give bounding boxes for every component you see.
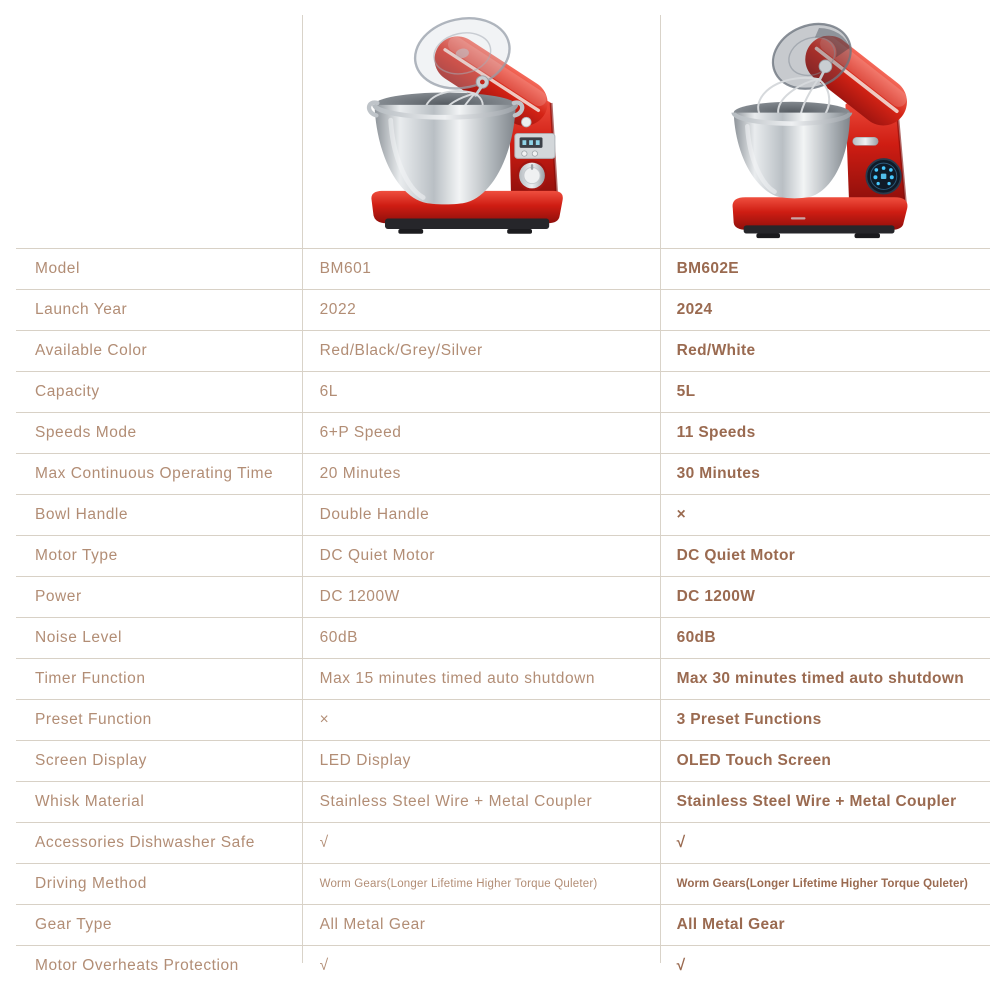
table-row [16, 412, 990, 453]
table-row [16, 658, 990, 699]
row-label: Whisk Material [35, 793, 145, 810]
bm601-image-cell [302, 0, 660, 248]
table-row [16, 617, 990, 658]
bm602e-value: 3 Preset Functions [676, 711, 822, 728]
bm601-value: Worm Gears(Longer Lifetime Higher Torque Quleter) [319, 878, 598, 890]
bm601-value: All Metal Gear [319, 916, 426, 933]
row-label: Bowl Handle [35, 506, 129, 523]
table-row [16, 371, 990, 412]
bm602e-value: 60dB [676, 629, 716, 646]
bm602e-value: DC Quiet Motor [676, 547, 796, 564]
row-label: Motor Type [35, 547, 118, 564]
row-label: Capacity [35, 383, 100, 400]
bm601-value: × [319, 711, 330, 728]
bm601-value: BM601 [319, 260, 372, 277]
table-row [16, 494, 990, 535]
bm602e-value: √ [676, 957, 686, 974]
comparison-table [16, 248, 990, 986]
row-label: Max Continuous Operating Time [35, 465, 274, 482]
table-row [16, 248, 990, 289]
row-label: Preset Function [35, 711, 152, 728]
bm602e-value: × [676, 506, 686, 523]
row-label: Available Color [35, 342, 148, 359]
table-row [16, 781, 990, 822]
table-row [16, 535, 990, 576]
table-row [16, 945, 990, 986]
row-label: Launch Year [35, 301, 128, 318]
bm601-value: DC Quiet Motor [319, 547, 435, 564]
bm601-value: Double Handle [319, 506, 430, 523]
bm602e-value: Red/White [676, 342, 756, 359]
bm601-value: Red/Black/Grey/Silver [319, 342, 483, 359]
table-row [16, 740, 990, 781]
bm602e-value: √ [676, 834, 686, 851]
row-label: Timer Function [35, 670, 146, 687]
row-label: Noise Level [35, 629, 123, 646]
comparison-table-body [16, 248, 990, 986]
table-row [16, 330, 990, 371]
bm602e-value: All Metal Gear [676, 916, 785, 933]
table-row [16, 453, 990, 494]
bm601-value: √ [319, 957, 329, 974]
bm602e-value: 5L [676, 383, 696, 400]
table-row [16, 289, 990, 330]
product-images-header [0, 0, 1000, 248]
bm602e-value: Worm Gears(Longer Lifetime Higher Torque Quleter) [676, 878, 968, 890]
row-label: Accessories Dishwasher Safe [35, 834, 255, 851]
bm601-value: 2022 [319, 301, 357, 318]
bm601-value: 6L [319, 383, 338, 400]
row-label: Speeds Mode [35, 424, 137, 441]
row-label: Power [35, 588, 82, 605]
header-label-spacer [0, 0, 302, 248]
table-row [16, 863, 990, 904]
bm602e-value: OLED Touch Screen [676, 752, 832, 769]
bm602e-image-cell [660, 0, 1000, 248]
row-label: Driving Method [35, 875, 147, 892]
row-label: Motor Overheats Protection [35, 957, 239, 974]
bm601-value: 60dB [319, 629, 359, 646]
bm601-value: 20 Minutes [319, 465, 401, 482]
bm602e-value: 30 Minutes [676, 465, 761, 482]
bm601-value: Max 15 minutes timed auto shutdown [319, 670, 596, 687]
bm602e-value: Max 30 minutes timed auto shutdown [676, 670, 965, 687]
row-label: Screen Display [35, 752, 147, 769]
bm601-value: Stainless Steel Wire + Metal Coupler [319, 793, 593, 810]
bm602e-value: BM602E [676, 260, 739, 277]
bm601-value: LED Display [319, 752, 411, 769]
table-row [16, 699, 990, 740]
row-label: Model [35, 260, 80, 277]
bm602e-value: 11 Speeds [676, 424, 756, 441]
bm601-value: DC 1200W [319, 588, 400, 605]
table-row [16, 822, 990, 863]
bm602e-value: DC 1200W [676, 588, 756, 605]
bm601-value: √ [319, 834, 329, 851]
row-label: Gear Type [35, 916, 113, 933]
table-row [16, 904, 990, 945]
bm602e-product-image [720, 10, 920, 239]
bm602e-value: Stainless Steel Wire + Metal Coupler [676, 793, 957, 810]
bm602e-value: 2024 [676, 301, 713, 318]
table-row [16, 576, 990, 617]
bm601-value: 6+P Speed [319, 424, 402, 441]
bm601-product-image [364, 13, 574, 235]
